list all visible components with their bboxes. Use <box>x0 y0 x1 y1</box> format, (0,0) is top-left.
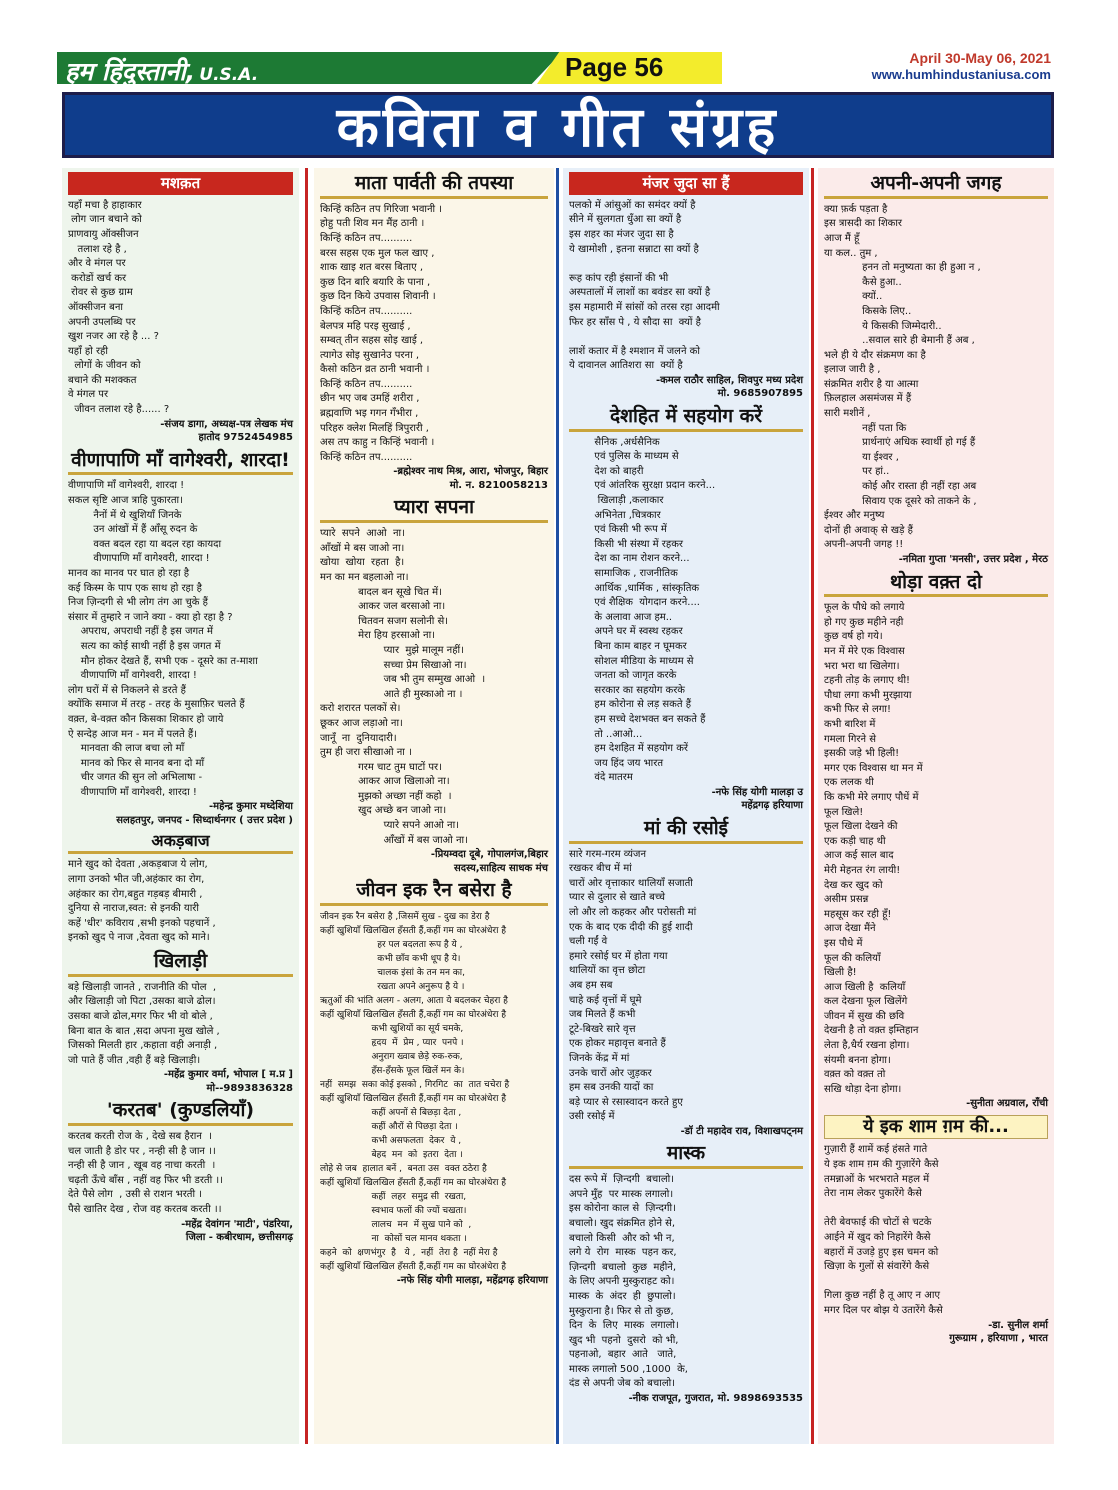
poem-text: गुज़ारी हैं शामें कई हंसते गाते ये इक शाम ग़म की गुज़ारेंगे कैसे तमन्नाओं के भरभराते महल में तेरा नाम लेकर पुकारेंगे कैसे तेरी बेवफाई की चोटों से चटके आईने में खुद को निहारेंगे कैसे बहारों में उजड़े हुए इस चमन को खिज़ा के गुलों से संवारेंगे कैसे गिला कुछ नहीं है तू आए न आए मगर दिल पर बोझ ये उतारेंगे कैसे <box>824 1144 943 1316</box>
poem-byline: -महेंद्र कुमार वर्मा, भोपाल [ म.प्र ] मो--9893836328 <box>163 1069 293 1094</box>
poem-text: दस रूपे में ज़िन्दगी बचालो। अपने मुँह पर मास्क लगालो। इस कोरोना काल से ज़िन्दगी। बचालो। खुद संक्रमित होने से, बचालो किसी और को भी न, लगे ये रोग मास्क पहन कर, ज़िन्दगी बचालो कुछ महीने, के लिए अपनी मुस्कुराहट को। मास्क के अंदर ही छुपालो। मुस्कुराना है। फिर से तो कुछ, दिन के लिए मास्क लगालो। खुद भी पहनो दुसरो को भी, पहनाओ, बहार आते जाते, मास्क लगालो 500 ,1000 के, दंड से अपनी जेब को बचालो। <box>569 1174 688 1390</box>
page-number: Page 56 <box>565 52 664 82</box>
poem-byline: -डॉ टी महादेव राव, विशाखपट्नम <box>680 1125 803 1137</box>
poem-title: ये इक शाम ग़म की... <box>824 1115 1048 1140</box>
poem-byline: -डा. सुनील शर्मा गुरूग्राम , हरियाणा , भारत <box>949 1319 1048 1345</box>
issue-date: April 30-May 06, 2021 <box>909 50 1051 66</box>
poem-byline: -सुनीता अग्रवाल, राँची <box>966 1098 1048 1110</box>
column-divider <box>811 168 814 1444</box>
poem-text: प्यारे सपने आओ ना। आँखों मे बस जाओ ना। खोया खोया रहता है। मन का मन बहलाओ ना। बादल बन सूखे चित में। आकर जल बरसाओ ना। चितवन सजग सलोनी से। मेरा हिय हरसाओ ना। प्यार मुझे मालूम नहीं। सच्चा प्रेम सिखाओ ना। जब भी तुम सम्मुख आओ । आते ही मुस्काओ ना । करो शरारत पलकों से। छूकर आज लड़ाओ ना। जानूँ ना दुनियादारी। तुम ही जरा सीखाओ ना । गरम चाट तुम घाटों पर। आकर आज खिलाओ ना। मुझको अच्छा नहीं कहो । खुद अच्छे बन जाओ ना। प्यारे सपने आओ ना। आँखों में बस जाओ ना। <box>320 528 486 846</box>
poem-title: मंजर जुदा सा हैं <box>569 172 803 195</box>
column-divider <box>556 168 559 1444</box>
poem-byline: -महेन्द्र कुमार मध्देशिया सलहतपुर, जनपद - सिध्दार्थनगर ( उत्तर प्रदेश ) <box>116 801 293 826</box>
poem-title: जीवन इक रैन बसेरा है <box>320 879 548 906</box>
poem-title: माता पार्वती की तपस्या <box>320 172 548 199</box>
poem-title: मां की रसोई <box>569 817 803 844</box>
poem-title: प्यारा सपना <box>320 496 548 523</box>
poem-byline: -संजय डागा, अध्यक्ष-पत्र लेखक मंच हातोद 9752454985 <box>160 418 293 444</box>
column-divider <box>305 168 308 1444</box>
brand-title: हम हिंदुस्तानी, <box>65 57 196 86</box>
poem-text: फूल के पौधे को लगाये हो गए कुछ महीने नही कुछ वर्ष हो गये। मन में मेरे एक विश्वास भरा भरा था खिलेगा। टहनी तोड़ के लगाए थी! पौधा लगा कभी मुरझाया कभी फिर से लगा! कभी बारिश में गमला गिरने से इसकी जड़े भी हिली! मगर एक विश्वास था मन में एक ललक थी कि कभी मेरे लगाए पौधें में फूल खिले! फूल खिला देखने की एक कड़ी चाह थी आज कई साल बाद मेरी मेहनत रंग लायी! देख कर खुद को असीम प्रसन्न महसूस कर रही हूँ! आज देखा मैंने इस पौधे में फूल की कलियाँ खिली है! आज खिली है कलियाँ कल देखना फूल खिलेंगे जीवन में सुख की छवि देखनी है तो वक़्त इम्तिहान लेता है,धैर्य रखना होगा। संयमी बनना होगा। वक़्त को वक़्त तो सखि थोड़ा देना होगा। <box>824 602 923 1095</box>
poem-byline: -महेंद्र देवांगन 'माटी', पंडरिया, जिला - कबीरधाम, छत्तीसगढ़ <box>181 1218 293 1244</box>
poem-text: यहाँ मचा है हाहाकार लोग जान बचाने को प्राणवायु ऑक्सीजन तलाश रहे है , और वे मंगल पर करोडों खर्च कर रोवर से कुछ ग्राम ऑक्सीजन बना अपनी उपलब्धि पर खुश नजर आ रहे है ... ? यहाँ हो रही लोगों के जीवन को बचाने की मशक्कत वे मंगल पर जीवन तलाश रहे है...... ? <box>68 199 170 416</box>
poem-text: जीवन इक रैन बसेरा है ,जिसमें सुख - दुख का डेरा है कहीं खुशियाँ खिलखिल हँसती हैं,कहीं गम का घोरअंधेरा है हर पल बदलता रूप है ये , कभी छाँव कभी धूप है ये। चालक इंसां के तन मन का, रखता अपने अनुरूप है ये । ऋतुओं की भांति अलग - अलग, आता ये बदलकर चेहरा है कहीं खुशियाँ खिलखिल हँसती हैं,कहीं गम का घोरअंधेरा है कभी खुशियों का सूर्य चमके, हृदय में प्रेम , प्यार पनपे । अनुराग ख्वाब छेड़े रुक-रुक, हँस-हँसके फूल खिलें मन के। नहीं समझ सका कोई इसको , गिरगिट का तात चचेरा है कहीं खुशियाँ खिलखिल हँसती हैं,कहीं गम का घोरअंधेरा है कहीं अपनों से बिछड़ा देता , कहीं औरों से पिछड़ा देता । कभी असफलता देकर ये , बेहद मन को इतरा देता । लोहे से जब हालात बनें , बनता उस वक्त ठठेरा है कहीं खुशियाँ खिलखिल हँसती हैं,कहीं गम का घोरअंधेरा है कहीं लहर समुद्र सी रखता, स्वभाव फलों की ज्यों चखता। लालच मन में सुख पाने को , ना कोसों चल मानव थकता । कहने को क्षणभंगुर है ये , नहीं तेरा है नहीं मेरा है कहीं खुशियाँ खिलखिल हँसती हैं,कहीं गम का घोरअंधेरा है <box>320 912 510 1272</box>
poem-text: बड़े खिलाड़ी जानते , राजनीति की पोल , और खिलाड़ी जो पिटा ,उसका बाजे ढोल। उसका बाजे ढोल,मगर फिर भी वो बोले , बिना बात के बात ,सदा अपना मुख खोले , जिसको मिलती हार ,कहाता वही अनाड़ी , जो पाते हैं जीत ,वही हैं बड़े खिलाड़ी। <box>68 981 220 1066</box>
poem-byline: -प्रियम्वदा दूबे, गोपालगंज,बिहार सदस्य,साहित्य साधक मंच <box>430 849 548 874</box>
poem-text: पलको में आंसुओं का समंदर क्यों है सीने में सुलगता धुँआ सा क्यों है इस शहर का मंजर जुदा सा है ये खामोशी , इतना सन्नाटा सा क्यों है रूह कांप रही इंसानों की भी अस्पतालों में लाशों का बवंडर सा क्यों है इस महामारी में सांसों को तरस रहा आदमी फिर हर साँस पे , ये सौदा सा क्यों है लाशें कतार में है श्मशान में जलने को ये दावानल आतिशरा सा क्यों है <box>569 199 720 372</box>
poem-title: देशहित में सहयोग करें <box>569 405 803 432</box>
column-3 <box>563 168 809 1444</box>
poem-text: सैनिक ,अर्धसैनिक एवं पुलिस के माध्यम से देश को बाहरी एवं आंतरिक सुरक्षा प्रदान करने... खिलाड़ी ,कलाकार अभिनेता ,चित्रकार एवं किसी भी रूप में किसी भी संस्था में रहकर देश का नाम रोशन करने... सामाजिक , राजनीतिक आर्थिक ,धार्मिक , सांस्कृतिक एवं शैक्षिक योगदान करने.... के अलावा आज हम.. अपने घर में स्वस्थ रहकर बिना काम बाहर न घूमकर सोशल मीडिया के माध्यम से जनता को जागृत करके सरकार का सहयोग करके हम कोरोना से लड़ सकते हैं हम सच्चे देशभक्त बन सकते हैं तो ..आओ... हम देशहित में सहयोग करें जय हिंद जय भारत वंदे मातरम <box>594 436 716 784</box>
poem-byline: -नीक राजपूत, गुजरात, मो. 9898693535 <box>628 1393 803 1405</box>
poem-text: क्या फ़र्क पड़ता है इस त्रासदी का शिकार आज मैं हूँ या कल.. तुम , हनन तो मनुष्यता का ही हुआ न , कैसे हुआ.. क्यों.. किसके लिए.. ये किसकी जिम्मेदारी.. ..सवाल सारे ही बेमानी हैं अब , भले ही ये दौर संक्रमण का है इलाज जारी है , संक्रमित शरीर है या आत्मा फ़िलहाल असमंजस में हैं सारी मशीनें , नहीं पता कि प्रार्थनाएं अधिक स्वार्थी हो गई हैं या ईश्वर , पर हां.. कोई और रास्ता ही नहीं रहा अब सिवाय एक दूसरे को ताकने के , ईश्वर और मनुष्य दोनों ही अवाक् से खड़े हैं अपनी-अपनी जगह !! <box>824 203 981 551</box>
poem-byline: -नमिता गुप्ता 'मनसी', उत्तर प्रदेश , मेरठ <box>898 554 1048 565</box>
column-1 <box>62 168 299 1444</box>
poem-text: किन्हिं कठिन तप गिरिजा भवानी । होहु पती शिव मन मैंह ठानी । किन्हिं कठिन तप.......... बरस सहस एक मुल फल खाए , शाक खाइ शत बरस बिताए , कुछ दिन बारि बयारि के पाना , कुछ दिन किये उपवास शिवानी । किन्हिं कठिन तप.......... बेलपत्र महि परइ सुखाई , सम्बत् तीन सहस सोइ खाई , त्यागेउ सोइ सुखानेउ परना , कैसो कठिन व्रत ठानी भवानी । किन्हिं कठिन तप.......... छीन भए जब उमहिं शरीरा , ब्रह्मवाणि भइ गगन गँभीरा , परिहरु क्लेश मिलहिं त्रिपुरारी , अस तप काहु न किन्हिं भवानी । किन्हिं कठिन तप.......... <box>320 203 443 463</box>
column-2 <box>314 168 554 1444</box>
poem-title: 'करतब' (कुण्डलियाँ) <box>68 1099 293 1126</box>
poem-byline: -नफे सिंह योगी मालड़ा उ महेंद्रगढ़ हरियाणा <box>711 786 803 812</box>
poem-title: अपनी-अपनी जगह <box>824 172 1048 199</box>
brand-name <box>65 54 258 88</box>
poem-title: मशक़त <box>68 172 293 195</box>
poem-text: करतब करती रोज के , देखे सब हैरान । चल जाती है डोर पर , नन्ही सी है जान ।। नन्ही सी है जान , खूब वह नाचा करती । चढ़ती ऊँचे बाँस , नहीं वह फिर भी डरती ।। देते पैसे लोग , उसी से राशन भरती । पैसे खातिर देख , रोज वह करतब करती ।। <box>68 1131 223 1216</box>
brand-subtitle: U.S.A. <box>199 65 259 85</box>
poem-text: माने खुद को देवता ,अकड़बाज ये लोग, लागा उनको भीत जी,अहंकार का रोग, अहंकार का रोग,बहुत गड़बड़ बीमारी , दुनिया से नाराज,स्वत: से इनकी यारी कहें 'धीर' कविराय ,सभी इनको पहचानें , इनको खुद पे नाज ,देवता खुद को माने। <box>68 859 216 944</box>
page-header <box>57 50 1057 88</box>
website-link[interactable]: www.humhindustaniusa.com <box>871 67 1051 82</box>
poem-title: अकड़बाज <box>68 831 293 854</box>
poem-byline: -कमल राठौर साहिल, शिवपुर मध्य प्रदेश मो. 9685907895 <box>655 374 803 400</box>
poem-title: थोड़ा वक़्त दो <box>824 571 1048 598</box>
poem-text: वीणापाणि माँ वागेश्वरी, शारदा ! सकल सृष्टि आज त्राहि पुकारता। नैनों में थे खुशियाँ जिनके उन आंखों में हैं आँसू रुदन के वक्त बदल रहा या बदल रहा कायदा वीणापाणि माँ वागेश्वरी, शारदा ! मानव का मानव पर घात हो रहा है कई किस्म के पाप एक साथ हो रहा है निज ज़िन्दगी से भी लोग तंग आ चुके हैं संसार में तुम्हारे न जाने क्या - क्या हो रहा है ? अपराध, अपराधी नहीं है इस जगत में सत्य का कोई साथी नहीं है इस जगत में मौन होकर देखते हैं, सभी एक - दूसरे का त-माशा वीणापाणि माँ वागेश्वरी, शारदा ! लोग घरों में से निकलने से डरते हैं क्योंकि समाज में तरह - तरह के मुसाफ़िर चलते हैं वक़्त, बे-वक़्त कौन किसका शिकार हो जाये ऐ सन्देह आज मन - मन में पलते हैं। मानवता की लाज बचा लो माँ मानव को फिर से मानव बना दो माँ चीर जगत की सुन लो अभिलाषा - वीणापाणि माँ वागेश्वरी, शारदा ! <box>68 480 258 798</box>
poem-byline: -नफे सिंह योगी मालड़ा, महेंद्रगढ़ हरियाणा <box>396 1275 548 1286</box>
section-banner: कविता व गीत संग्रह <box>62 92 1054 158</box>
column-4 <box>818 168 1054 1444</box>
poem-text: सारे गरम-गरम व्यंजन रखकर बीच में मां चारों ओर वृत्ताकार थालियाँ सजाती प्यार से दुलार से खाते बच्चे लो और लो कहकर और परोसती मां एक के बाद एक दीदी की हुई शादी चली गईं वे हमारे रसोई घर में होता गया थालियों का वृत्त छोटा अब हम सब चाहे कई वृत्तों में घूमे जब मिलते हैं कभी टूटे-बिखरे सारे वृत्त एक होकर महावृत्त बनाते हैं जिनके केंद्र में मां उनके चारों ओर जुड़कर हम सब उनकी यादों का बड़े प्यार से रसास्वादन करते हुए उसी रसोई में <box>569 848 697 1123</box>
poem-title: मास्क <box>569 1142 803 1169</box>
poem-title: वीणापाणि माँ वागेश्वरी, शारदा! <box>68 449 293 476</box>
poem-byline: -ब्रह्मेश्वर नाथ मिश्र, आरा, भोजपुर, बिहार मो. न. 8210058213 <box>393 466 548 491</box>
poem-title: खिलाड़ी <box>68 950 293 977</box>
